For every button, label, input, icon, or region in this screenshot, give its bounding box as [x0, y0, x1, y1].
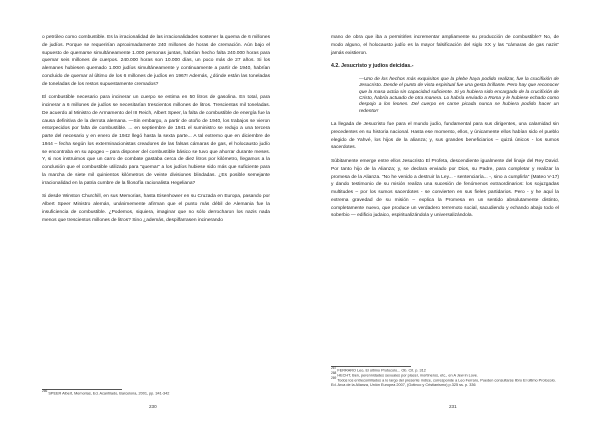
right-footnote-1-mark: 267 — [331, 366, 337, 370]
right-footnote-3-text: Todos los entrecomillados a lo largo del presente índice, corresponde a Leo Ferraro, Pueden consultarse libro El último Protocolo. Ed. Arca de la Alianza, Unión Europea 2007, (Gotinco y Cristianismo) p.325 ss. p. 336 — [331, 378, 556, 387]
left-page — [42, 34, 270, 230]
section-heading: 4.2. Jesucristo y judíos deicidas.- — [331, 63, 414, 70]
right-intro-paragraph: mano de obra que iba a permitirles incrementar ampliamente su producción de combustible? No, de modo alguno, el holocausto judío es la mayor falsificación del siglo XX y las “cámaras de gas nazis” jamás existieron. — [331, 35, 559, 56]
right-footnote-2-mark: 268 — [331, 370, 337, 375]
left-footnote-text: SPEER Albert, Memorias, Ed. Acantilado, Barcelona, 2001, pp. 341-342 — [48, 391, 170, 396]
right-page-number: 231 — [449, 404, 457, 409]
right-paragraph-1: La llegada de Jesucristo fue para el mundo judío, fundamental para sus dirigentes, una calamidad sin precedentes en su historia nacional. Hasta ese momento, ellos, y únicamente ellos habían sido el pueblo elegido de Yahvé, los hijos de la alianza; y, sus grandes beneficiarios – quizá únicos - los sumos sacerdotes. — [331, 122, 559, 151]
left-footnote — [42, 391, 270, 396]
left-page-number: 230 — [149, 404, 157, 409]
left-paragraph-1: o petróleo como combustible. Es la irracionalidad de las irracionalidades sostener la quema de 6 millones de judíos. Porque se requerirían aproximadamente 240 millones de horas de cremación. Aún bajo el supuesto de quemarse simultáneamente 1.000 personas juntas, habrían hecho falta 240.000 horas para quemar seis millones de cuerpos. 240.000 horas son 10.000 días, un poco más de 27 años. Si los alemanes hubiesen quemado 1.000 judíos simultáneamente y continuamente a partir de 1940, habrían concluido de quemar al último de los 6 millones de judíos en 1967! Además, ¿dónde están las toneladas de toneladas de los restos supuestamente cremados? — [42, 35, 270, 87]
right-footnote-3-mark: 269 — [331, 375, 337, 380]
right-footnote-rule — [331, 366, 411, 367]
right-paragraph-2: Súbitamente emerge entre ellos Jesucristo El Profeta, descendiente igualmente del linaje del Rey David. Por tanto hijo de la Alianza; y, se declara enviado por Dios, su Padre, para completar y realizar la promesa de la Alianza. “No he venido a destruir la Ley... - sentenciaría... -, sino a cumplirla” (Mateo V-17) y dando testimonio de su misión realiza una sucesión de fenómenos extraordinarios: los sojuzgadas multitudes – por los sumos sacerdotes - se convierten en sus fieles partidarios. Pero - y he aquí la extrema gravedad de su misión – explica la Promesa en un sentido absolutamente distinto, completamente nuevo, que produce un verdadero terremoto social, sacudiendo y echando abajo todo el soberbio — edificio judaico, espiritualizándola y universalizándola. — [331, 159, 559, 219]
left-footnote-rule — [42, 389, 122, 390]
right-footnotes — [331, 368, 559, 388]
right-page — [331, 34, 559, 226]
left-footnote-mark: 266 — [42, 389, 48, 393]
right-footnote-2-text: HECHT, Ben, perennidades sexuales por placer, mortíneros, etc., en A Jew in Love. — [337, 373, 478, 378]
section-quote: —Uno de los hechos más exquisitos que la plebe haya podido realizar, fue la crucifixión de Jesucristo. Desde el punto de vista espiritual fue una gesta brillante. Pero hay que reconocer que la masa actúa sin capacidad suficiente. Si yo hubiera sido encargado de la crucifixión de Cristo, habría actuado de otra manera. Lo habría enviado a Roma y le hubiese echado como despojo a los leones. Del cuerpo en carne picada nunca se hubiera podido hacer un redentor! — [359, 77, 559, 114]
left-paragraph-3: Si desde Winston Churchill, en sus Memorias, hasta Eisenhower en su Cruzada en Europa, pasando por Albert Speer Ministro alemán, unánimemente afirman que el punto más débil de Alemania fue la insuficiencia de combustible. ¿Podemos, siquiera, imaginar que no sólo derrocharon los nazis nada menos que trescientos millones de litros? Sino ¿además, despilfarrasen incinerando — [42, 194, 270, 223]
right-footnote-1-text: FERRARO Leo, El último Protocolo... Ob. Cit. p. 312 — [337, 368, 426, 373]
left-paragraph-2: El combustible necesario para incinerar un cuerpo se estima en 50 litros de gasolina. En total, para incinerar a 6 millones de judíos se necesitarían trescientos millones de litros. Trescientas mil toneladas. De acuerdo al Ministro de Armamento del III Reich, Albert Speer, la falta de combustible de energía fue la causa definitiva de la derrota alemana. —Sin embargo, a partir de otoño de 1940, los trabajos se vieron entorpecidos por falta de combustible. ... en septiembre de 1941 el suministro se redujo a una tercera parte del necesario y en enero de 1942 llegó hasta la sexta parte... A tal extremo que en diciembre de 1944 – fecha según los exterminacionistas creadores de las falsas cámaras de gas, el holocausto judío se encontraba en su apogeo – para disponer del combustible básico se tuvo que ahorrar durante meses. Y, si nos instruimos que un carro de combate gastaba cerca de diez litros por kilómetro, llegamos a la conclusión que el combustible utilizado para “quemar” a los judíos hubiese sido más que suficiente para la marcha de siete mil quinientos kilómetros de veinte divisiones blindadas. ¿Es posible semejante irracionalidad en la patria cumbre de la filosofía racionalista Hegeliana? — [42, 95, 270, 186]
